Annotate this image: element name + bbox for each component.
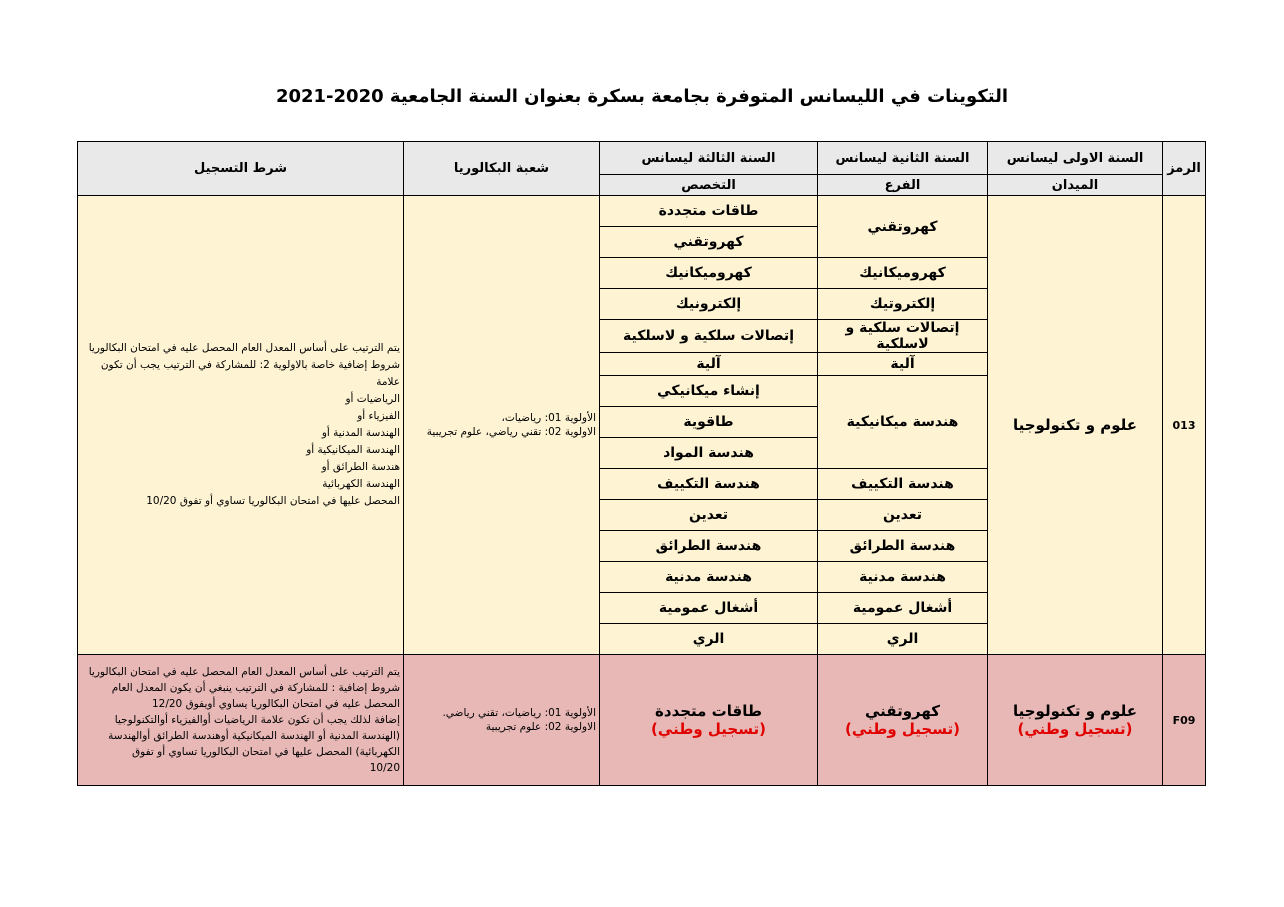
condition-line: الفيزياء أو <box>357 410 400 422</box>
national-registration-note: (تسجيل وطني) <box>651 720 766 738</box>
row1-branch: هندسة التكييف <box>818 469 988 500</box>
condition-line: يتم الترتيب على أساس المعدل العام المحصل عليه في امتحان البكالوريا <box>88 666 400 678</box>
row1-specialty: إتصالات سلكية و لاسلكية <box>600 320 818 353</box>
condition-line: إضافة لذلك يجب أن تكون علامة الرياضيات أوالفيزياء أوالتكنولوجيا <box>114 714 400 726</box>
condition-line: يتم الترتيب على أساس المعدل العام المحصل عليه في امتحان البكالوريا <box>88 342 400 354</box>
row2-domain <box>988 655 1163 786</box>
national-registration-note: (تسجيل وطني) <box>845 720 960 738</box>
row1-bac <box>404 196 600 655</box>
row2-domain-label: علوم و تكنولوجيا <box>1012 702 1138 720</box>
row1-branch: إلكتروتيك <box>818 289 988 320</box>
row1-domain: علوم و تكنولوجيا <box>988 196 1163 655</box>
row2-condition <box>78 655 404 786</box>
row1-branch: الري <box>818 624 988 655</box>
document-title: التكوينات في الليسانس المتوفرة بجامعة بسكرة بعنوان السنة الجامعية 2020-2021 <box>275 86 1009 107</box>
row1-specialty: هندسة مدنية <box>600 562 818 593</box>
bac-line: الاولوية 02: علوم تجريبية <box>485 721 596 733</box>
bac-line: الاولوية 02: تقني رياضي، علوم تجريبية <box>426 426 596 438</box>
bac-line: الأولوية 01: رياضيات، <box>501 412 596 424</box>
condition-line: هندسة الطرائق أو <box>321 461 400 473</box>
row1-specialty: طاقات متجددة <box>600 196 818 227</box>
row2-branch-label: كهروتقني <box>864 702 940 720</box>
row1-specialty: كهروتقني <box>600 227 818 258</box>
row1-branch: كهروتقني <box>818 196 988 258</box>
row1-specialty: آلية <box>600 353 818 376</box>
bac-line: الأولوية 01: رياضيات، تقني رياضي. <box>442 707 596 719</box>
row1-branch: إتصالات سلكية و لاسلكية <box>818 320 988 353</box>
condition-line: (الهندسة المدنية أو الهندسة الميكانيكية أوهندسة الطرائق أوالهندسة <box>108 730 400 742</box>
row1-specialty: تعدين <box>600 500 818 531</box>
row2-branch <box>818 655 988 786</box>
condition-line: الهندسة الميكانيكية أو <box>306 444 400 456</box>
header-branch: الفرع <box>818 175 988 196</box>
header-year1: السنة الاولى ليسانس <box>988 142 1163 175</box>
header-code: الرمز <box>1163 142 1206 196</box>
row1-branch: هندسة الطرائق <box>818 531 988 562</box>
row1-specialty: إلكترونيك <box>600 289 818 320</box>
row1-code: 013 <box>1163 196 1206 655</box>
row1-branch: أشغال عمومية <box>818 593 988 624</box>
row1-specialty: طاقوية <box>600 407 818 438</box>
condition-line: الرياضيات أو <box>345 393 400 405</box>
condition-line: الهندسة الكهربائية <box>322 478 400 490</box>
national-registration-note: (تسجيل وطني) <box>1017 720 1133 738</box>
row2-bac <box>404 655 600 786</box>
condition-line: المحصل عليها في امتحان البكالوريا تساوي أو تفوق 10/20 <box>146 495 400 507</box>
condition-line: الهندسة المدنية أو <box>321 427 400 439</box>
row1-specialty: كهروميكانيك <box>600 258 818 289</box>
header-specialty: التخصص <box>600 175 818 196</box>
row1-specialty: هندسة الطرائق <box>600 531 818 562</box>
row2-specialty-label: طاقات متجددة <box>655 702 762 720</box>
row1-specialty: أشغال عمومية <box>600 593 818 624</box>
condition-line: 10/20 <box>369 762 400 774</box>
header-domain: الميدان <box>988 175 1163 196</box>
condition-line: شروط إضافية : للمشاركة في الترتيب ينبغي أن يكون المعدل العام <box>111 682 400 694</box>
header-bac: شعبة البكالوريا <box>404 142 600 196</box>
row1-branch: كهروميكانيك <box>818 258 988 289</box>
row1-branch: تعدين <box>818 500 988 531</box>
row2-specialty <box>600 655 818 786</box>
row1-specialty: الري <box>600 624 818 655</box>
row1-branch: آلية <box>818 353 988 376</box>
condition-line: شروط إضافية خاصة بالاولوية 2: للمشاركة في الترتيب يجب أن تكون علامة <box>100 359 400 388</box>
row1-condition <box>78 196 404 655</box>
programs-table <box>77 141 1206 786</box>
header-year2: السنة الثانية ليسانس <box>818 142 988 175</box>
row1-branch: هندسة ميكانيكية <box>818 376 988 469</box>
header-year3: السنة الثالثة ليسانس <box>600 142 818 175</box>
header-condition: شرط التسجيل <box>78 142 404 196</box>
row1-branch: هندسة مدنية <box>818 562 988 593</box>
row1-specialty: هندسة المواد <box>600 438 818 469</box>
row2-code: F09 <box>1163 655 1206 786</box>
row1-specialty: إنشاء ميكانيكي <box>600 376 818 407</box>
row1-specialty: هندسة التكييف <box>600 469 818 500</box>
condition-line: المحصل عليه في امتحان البكالوريا يساوي أويفوق 12/20 <box>151 698 400 710</box>
condition-line: الكهربائية) المحصل عليها في امتحان البكالوريا تساوي أو تفوق <box>132 746 400 758</box>
